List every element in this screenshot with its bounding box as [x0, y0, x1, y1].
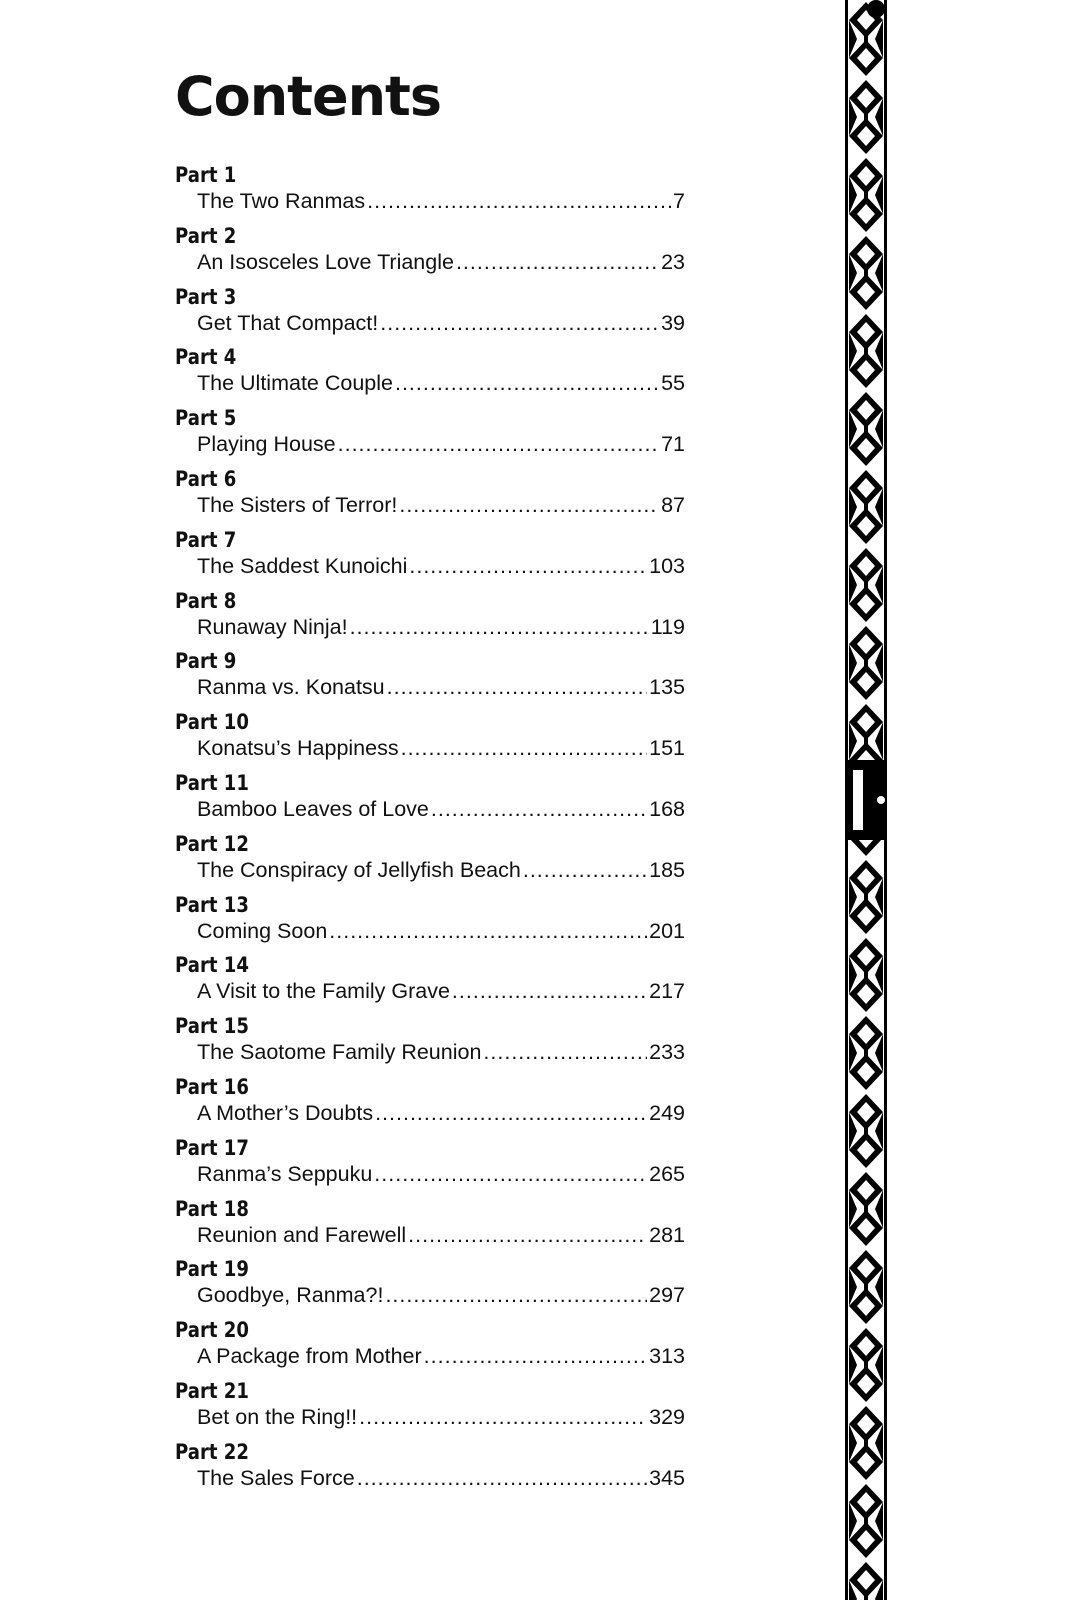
chapter-title: Reunion and Farewell [197, 1222, 407, 1247]
chapter-title: The Two Ranmas [197, 189, 366, 213]
toc-line [197, 978, 685, 1004]
page-number: 249 [649, 1100, 685, 1125]
part-label: Part 5 [175, 406, 237, 431]
chapter-title: Goodbye, Ranma?! [197, 1283, 384, 1308]
toc-entry [175, 284, 685, 345]
part-label: Part 21 [175, 1378, 249, 1403]
dot-leader [357, 1465, 647, 1491]
chapter-title: The Sales Force [197, 1465, 355, 1490]
toc-line [197, 796, 685, 822]
toc-entry [175, 1135, 685, 1196]
dot-leader [431, 796, 647, 822]
chapter-title: A Visit to the Family Grave [197, 979, 450, 1004]
part-label: Part 14 [175, 953, 249, 978]
table-of-contents [175, 162, 685, 1500]
ornamental-border-icon [845, 0, 887, 1600]
toc-entry [175, 1317, 685, 1378]
dot-leader [452, 978, 647, 1004]
toc-line [197, 188, 685, 214]
part-label: Part 13 [175, 892, 249, 917]
dot-leader [401, 735, 648, 761]
part-label: Part 8 [175, 588, 237, 613]
toc-line [197, 735, 685, 761]
toc-line [197, 249, 685, 275]
dot-leader [395, 370, 659, 396]
dot-leader [367, 188, 671, 214]
page-number: 281 [649, 1222, 685, 1247]
chapter-title: Ranma’s Seppuku [197, 1161, 373, 1186]
page-number: 39 [661, 310, 685, 335]
page-number: 119 [650, 614, 685, 639]
toc-entry [175, 223, 685, 284]
dot-leader [387, 674, 648, 700]
part-label: Part 9 [175, 649, 237, 674]
toc-line [197, 1100, 685, 1126]
toc-line [197, 1282, 685, 1308]
part-label: Part 3 [175, 284, 237, 309]
part-label: Part 7 [175, 527, 237, 552]
part-label: Part 19 [175, 1257, 249, 1282]
toc-entry [175, 527, 685, 588]
page-number: 168 [649, 796, 685, 821]
toc-entry [175, 466, 685, 527]
toc-entry [175, 709, 685, 770]
toc-entry [175, 1013, 685, 1074]
toc-entry [175, 344, 685, 405]
dot-leader [359, 1404, 647, 1430]
toc-entry [175, 162, 685, 223]
toc-line [197, 492, 685, 518]
chapter-title: Coming Soon [197, 918, 328, 943]
page-number: 233 [649, 1040, 685, 1065]
part-label: Part 17 [175, 1135, 249, 1160]
dot-leader [523, 857, 647, 883]
toc-entry [175, 952, 685, 1013]
chapter-title: Get That Compact! [197, 310, 379, 335]
part-label: Part 16 [175, 1074, 249, 1099]
dot-leader [408, 1222, 647, 1248]
page-number: 135 [649, 675, 685, 700]
toc-line [197, 1404, 685, 1430]
chapter-title: The Saddest Kunoichi [197, 553, 408, 578]
dot-leader [385, 1282, 647, 1308]
toc-entry [175, 405, 685, 466]
part-label: Part 10 [175, 710, 249, 735]
page-number: 7 [673, 189, 685, 213]
chapter-title: A Package from Mother [197, 1344, 422, 1369]
toc-entry [175, 1256, 685, 1317]
part-label: Part 6 [175, 466, 237, 491]
part-label: Part 12 [175, 831, 249, 856]
toc-line [197, 1222, 685, 1248]
part-label: Part 2 [175, 223, 237, 248]
page-number: 151 [649, 736, 685, 761]
page-number: 103 [649, 553, 685, 578]
chapter-title: Ranma vs. Konatsu [197, 675, 385, 700]
dot-leader [329, 918, 647, 944]
toc-line [197, 918, 685, 944]
toc-line [197, 1161, 685, 1187]
chapter-title: Konatsu’s Happiness [197, 736, 399, 761]
part-label: Part 22 [175, 1439, 249, 1464]
page-number: 23 [661, 249, 685, 274]
chapter-title: An Isosceles Love Triangle [197, 249, 454, 274]
dot-leader [399, 492, 659, 518]
dot-leader [380, 310, 659, 336]
toc-line [197, 1465, 685, 1491]
toc-entry [175, 1074, 685, 1135]
toc-entry [175, 831, 685, 892]
toc-line [197, 310, 685, 336]
toc-entry [175, 1439, 685, 1500]
chapter-title: The Ultimate Couple [197, 371, 393, 396]
toc-line [197, 431, 685, 457]
part-label: Part 18 [175, 1196, 249, 1221]
dot-leader [375, 1100, 647, 1126]
dot-leader [409, 553, 647, 579]
toc-line [197, 553, 685, 579]
dot-leader [483, 1039, 647, 1065]
chapter-title: Runaway Ninja! [197, 614, 348, 639]
chapter-title: The Sisters of Terror! [197, 492, 398, 517]
toc-line [197, 614, 685, 640]
part-label: Part 11 [175, 770, 249, 795]
page-number: 329 [649, 1404, 685, 1429]
chapter-title: Bamboo Leaves of Love [197, 796, 429, 821]
chapter-title: Bet on the Ring!! [197, 1404, 358, 1429]
toc-entry [175, 1378, 685, 1439]
toc-entry [175, 770, 685, 831]
page-number: 217 [649, 979, 685, 1004]
toc-line [197, 370, 685, 396]
page-number: 265 [649, 1161, 685, 1186]
dot-leader [374, 1161, 647, 1187]
page-number: 201 [649, 918, 685, 943]
part-label: Part 1 [175, 163, 237, 187]
page-number: 87 [661, 492, 685, 517]
dot-leader [338, 431, 659, 457]
toc-line [197, 857, 685, 883]
page-number: 55 [661, 371, 685, 396]
toc-line [197, 1343, 685, 1369]
chapter-title: The Conspiracy of Jellyfish Beach [197, 857, 521, 882]
toc-line [197, 674, 685, 700]
page-number: 185 [649, 857, 685, 882]
toc-entry [175, 1196, 685, 1257]
toc-line [197, 1039, 685, 1065]
toc-entry [175, 892, 685, 953]
part-label: Part 15 [175, 1014, 249, 1039]
part-label: Part 4 [175, 345, 237, 370]
toc-entry [175, 588, 685, 649]
chapter-title: Playing House [197, 432, 336, 457]
dot-leader [424, 1343, 647, 1369]
page-number: 345 [649, 1465, 685, 1490]
dot-leader [456, 249, 659, 275]
toc-entry [175, 648, 685, 709]
page-number: 297 [649, 1283, 685, 1308]
part-label: Part 20 [175, 1318, 249, 1343]
chapter-title: The Saotome Family Reunion [197, 1040, 482, 1065]
page-title: Contents [175, 65, 442, 128]
page-number: 71 [661, 432, 685, 457]
page-number: 313 [649, 1344, 685, 1369]
dot-leader [350, 614, 649, 640]
chapter-title: A Mother’s Doubts [197, 1100, 374, 1125]
